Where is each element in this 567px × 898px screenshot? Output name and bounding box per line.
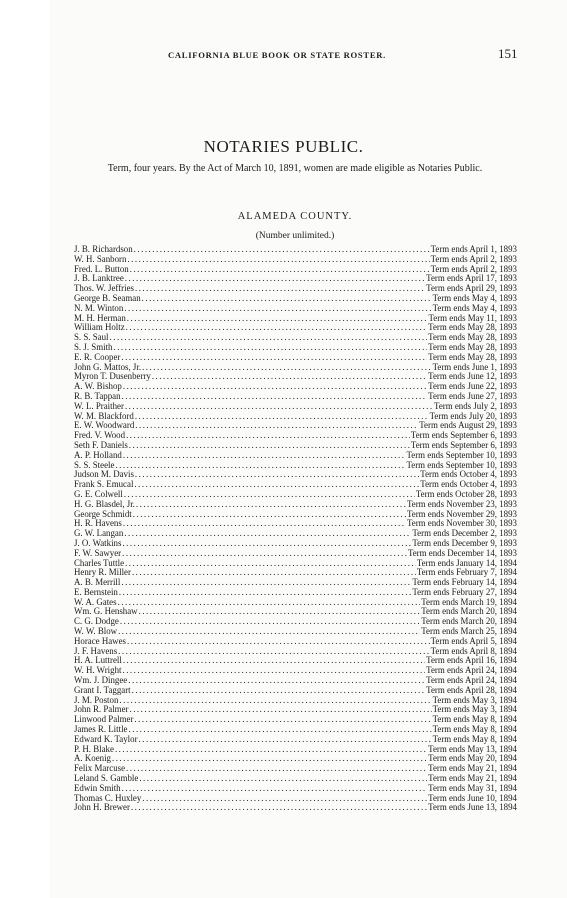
term-expiry: Term ends April 17, 1893	[426, 273, 517, 284]
dot-leader	[124, 529, 411, 539]
running-head: CALIFORNIA BLUE BOOK OR STATE ROSTER.	[168, 50, 387, 60]
notary-name: F. W. Sawyer	[74, 547, 122, 558]
page-number: 151	[498, 46, 518, 61]
notary-name: Wm. G. Henshaw	[74, 606, 138, 617]
term-expiry: Term ends June 10, 1894	[428, 792, 517, 803]
term-expiry: Term ends April 2, 1893	[430, 263, 517, 274]
dot-leader	[142, 294, 432, 304]
term-expiry: Term ends July 20, 1893	[429, 410, 517, 421]
dot-leader	[118, 627, 420, 637]
dot-leader	[118, 647, 429, 657]
dot-leader	[121, 578, 411, 588]
term-expiry: Term ends December 2, 1893	[412, 528, 517, 539]
notary-name: George B. Seaman	[74, 292, 141, 303]
dot-leader	[122, 784, 428, 794]
term-expiry: Term ends April 5, 1894	[430, 635, 517, 646]
dot-leader	[135, 470, 419, 480]
notary-name: Edward K. Taylor	[74, 733, 138, 744]
notary-name: C. G. Dodge	[74, 616, 119, 627]
notary-name: Leland S. Gamble	[74, 773, 139, 784]
term-expiry: Term ends September 6, 1893	[410, 439, 517, 450]
dot-leader	[125, 402, 433, 412]
term-expiry: Term ends June 12, 1893	[428, 371, 517, 382]
dot-leader	[122, 549, 407, 559]
notary-name: M. H. Herman	[74, 312, 126, 323]
dot-leader	[113, 343, 427, 353]
dot-leader	[120, 617, 420, 627]
dot-leader	[115, 745, 427, 755]
notary-name: E. W. Woodward	[74, 420, 135, 431]
notary-name: W. A. Gates	[74, 596, 117, 607]
term-expiry: Term ends April 29, 1893	[426, 283, 517, 294]
dot-leader	[124, 304, 431, 314]
notary-name: Charles Tuttle	[74, 557, 125, 568]
notary-name: Seth F. Daniels	[74, 439, 128, 450]
notary-name: W. H. Wright	[74, 665, 122, 676]
term-expiry: Term ends September 10, 1893	[406, 459, 517, 470]
term-expiry: Term ends October 4, 1893	[420, 479, 517, 490]
term-expiry: Term ends April 1, 1893	[430, 244, 517, 254]
notary-name: Wm. J. Dingee	[74, 675, 128, 686]
notary-name: John H. Brewer	[74, 802, 130, 813]
term-expiry: Term ends May 4, 1893	[432, 292, 517, 303]
term-expiry: Term ends February 14, 1894	[412, 577, 517, 588]
dot-leader	[135, 412, 429, 422]
term-expiry: Term ends June 13, 1894	[428, 802, 517, 813]
dot-leader	[119, 696, 431, 706]
notary-name: W. M. Blackford	[74, 410, 134, 421]
term-expiry: Term ends May 3, 1894	[432, 704, 517, 715]
dot-leader	[123, 656, 425, 666]
term-expiry: Term ends March 19, 1894	[421, 596, 517, 607]
term-expiry: Term ends April 24, 1894	[426, 675, 517, 686]
notary-name: S. S. Steele	[74, 459, 115, 470]
dot-leader	[134, 480, 419, 490]
term-expiry: Term ends October 4, 1893	[420, 469, 517, 480]
county-note: (Number unlimited.)	[255, 231, 335, 241]
dot-leader	[152, 372, 427, 382]
notary-name: J. M. Poston	[74, 694, 119, 705]
term-expiry: Term ends December 9, 1893	[412, 537, 517, 548]
term-expiry: Term ends February 7, 1894	[416, 567, 517, 578]
term-expiry: Term ends April 8, 1894	[430, 645, 517, 656]
dot-leader	[128, 676, 425, 686]
term-expiry: Term ends May 8, 1894	[432, 724, 517, 735]
dot-leader	[139, 607, 421, 617]
term-expiry: Term ends May 28, 1893	[428, 322, 517, 333]
notary-name: W. W. Blow	[74, 626, 118, 637]
term-expiry: Term ends April 24, 1894	[426, 665, 517, 676]
section-title: NOTARIES PUBLIC.	[203, 137, 364, 156]
notary-name: J. F. Havens	[74, 645, 118, 656]
notary-name: William Holtz	[74, 322, 125, 333]
term-expiry: Term ends August 29, 1893	[419, 420, 517, 431]
notary-name: Grant I. Taggart	[74, 684, 131, 695]
dot-leader	[112, 754, 427, 764]
dot-leader	[133, 510, 406, 520]
dot-leader	[139, 735, 432, 745]
notary-name: Fred. L. Button	[74, 263, 129, 274]
dot-leader	[131, 803, 427, 813]
notary-name: A. Koenig	[74, 753, 111, 764]
term-expiry: Term ends November 30, 1893	[406, 518, 517, 529]
notary-name: Linwood Palmer	[74, 714, 134, 725]
notary-name: H. G. Blasdel, Jr.	[74, 498, 135, 509]
term-expiry: Term ends September 6, 1893	[410, 430, 517, 441]
dot-leader	[142, 794, 427, 804]
term-expiry: Term ends April 28, 1894	[426, 684, 517, 695]
term-expiry: Term ends January 14, 1894	[416, 557, 517, 568]
dot-leader	[123, 451, 406, 461]
notary-name: E. R. Cooper	[74, 351, 121, 362]
dot-leader	[136, 500, 406, 510]
dot-leader	[124, 490, 415, 500]
notary-name: E. Bernstein	[74, 586, 118, 597]
term-expiry: Term ends May 13, 1894	[428, 743, 517, 754]
dot-leader	[126, 323, 427, 333]
term-expiry: Term ends April 2, 1893	[430, 253, 517, 264]
term-expiry: Term ends May 21, 1894	[428, 773, 517, 784]
term-expiry: Term ends May 31, 1894	[428, 782, 517, 793]
term-expiry: Term ends May 3, 1894	[432, 694, 517, 705]
dot-leader	[129, 441, 410, 451]
term-expiry: Term ends November 23, 1893	[406, 498, 517, 509]
notary-name: James R. Little	[74, 724, 128, 735]
term-expiry: Term ends May 28, 1893	[428, 341, 517, 352]
notary-name: George Schmidt	[74, 508, 132, 519]
term-expiry: Term ends September 10, 1893	[406, 449, 517, 460]
intro-paragraph: Term, four years. By the Act of March 10, 1891, women are made eligible as Notaries Public.	[107, 163, 483, 174]
dot-leader	[129, 705, 431, 715]
notary-name: Thomas C. Huxley	[74, 792, 142, 803]
notary-name: Fred. V. Wood	[74, 430, 126, 441]
dot-leader	[127, 314, 428, 324]
notary-name: Myron T. Dusenberry	[74, 371, 151, 382]
notary-name: S. S. Saul	[74, 332, 109, 343]
dot-leader	[121, 353, 427, 363]
dot-leader	[123, 382, 427, 392]
notary-name: J. B. Lanktree	[74, 273, 124, 284]
notary-entry	[74, 803, 517, 813]
notary-name: P. H. Blake	[74, 743, 114, 754]
term-expiry: Term ends October 28, 1893	[415, 488, 517, 499]
notary-name: Horace Hawes	[74, 635, 126, 646]
notary-name: N. M. Winton	[74, 302, 124, 313]
notary-name: John R. Palmer	[74, 704, 129, 715]
dot-leader	[126, 764, 427, 774]
dot-leader	[132, 686, 426, 696]
notary-name: H. A. Luttrell	[74, 655, 122, 666]
notary-name: S. J. Smith	[74, 341, 113, 352]
dot-leader	[122, 392, 428, 402]
term-expiry: Term ends April 16, 1894	[426, 655, 517, 666]
notary-name: Judson M. Davis	[74, 469, 134, 480]
notary-name: J. O. Watkins	[74, 537, 122, 548]
county-heading: ALAMEDA COUNTY.	[237, 211, 353, 222]
term-expiry: Term ends June 1, 1893	[432, 361, 517, 372]
dot-leader	[139, 774, 427, 784]
term-expiry: Term ends November 29, 1893	[406, 508, 517, 519]
term-expiry: Term ends December 14, 1893	[407, 547, 517, 558]
term-expiry: Term ends June 27, 1893	[428, 390, 517, 401]
dot-leader	[129, 725, 432, 735]
term-expiry: Term ends May 28, 1893	[428, 332, 517, 343]
dot-leader	[122, 666, 425, 676]
notary-name: R. B. Tappan	[74, 390, 121, 401]
notary-name: Henry R. Miller	[74, 567, 131, 578]
notary-name: G. W. Langan	[74, 528, 124, 539]
dot-leader	[115, 461, 405, 471]
term-expiry: Term ends March 25, 1894	[421, 626, 517, 637]
term-expiry: Term ends June 22, 1893	[428, 381, 517, 392]
notary-name: W. L. Praither	[74, 400, 124, 411]
notary-name: W. H. Sanborn	[74, 253, 127, 264]
notary-name: A. W. Bishop	[74, 381, 122, 392]
dot-leader	[135, 421, 418, 431]
dot-leader	[119, 588, 412, 598]
term-expiry: Term ends May 21, 1894	[428, 763, 517, 774]
notary-name: A. P. Holland	[74, 449, 122, 460]
notary-name: H. R. Havens	[74, 518, 122, 529]
notary-name: Frank S. Emucal	[74, 479, 134, 490]
dot-leader	[123, 519, 406, 529]
dot-leader	[127, 637, 430, 647]
notary-name: Edwin Smith	[74, 782, 121, 793]
term-expiry: Term ends March 20, 1894	[421, 606, 517, 617]
dot-leader	[132, 568, 416, 578]
notary-list	[74, 245, 517, 813]
term-expiry: Term ends March 20, 1894	[421, 616, 517, 627]
dot-leader	[125, 559, 416, 569]
term-expiry: Term ends February 27, 1894	[412, 586, 517, 597]
term-expiry: Term ends July 2, 1893	[434, 400, 517, 411]
term-expiry: Term ends May 8, 1894	[432, 733, 517, 744]
term-expiry: Term ends May 20, 1894	[428, 753, 517, 764]
notary-name: John G. Mattos, Jr.	[74, 361, 142, 372]
notary-name: A. B. Merrill	[74, 577, 121, 588]
notary-name: Felix Marcuse	[74, 763, 126, 774]
dot-leader	[134, 245, 430, 255]
dot-leader	[130, 265, 430, 275]
dot-leader	[122, 539, 411, 549]
notary-name: J. B. Richardson	[74, 244, 133, 254]
dot-leader	[125, 274, 425, 284]
term-expiry: Term ends May 4, 1893	[432, 302, 517, 313]
dot-leader	[118, 598, 421, 608]
notary-name: G. E. Colwell	[74, 488, 123, 499]
term-expiry: Term ends May 8, 1894	[432, 714, 517, 725]
dot-leader	[126, 431, 410, 441]
dot-leader	[110, 333, 428, 343]
term-expiry: Term ends May 11, 1893	[428, 312, 517, 323]
dot-leader	[127, 255, 429, 265]
dot-leader	[134, 715, 431, 725]
term-expiry: Term ends May 28, 1893	[428, 351, 517, 362]
notary-name: Thos. W. Jeffries	[74, 283, 134, 294]
dot-leader	[142, 363, 432, 373]
dot-leader	[135, 284, 425, 294]
